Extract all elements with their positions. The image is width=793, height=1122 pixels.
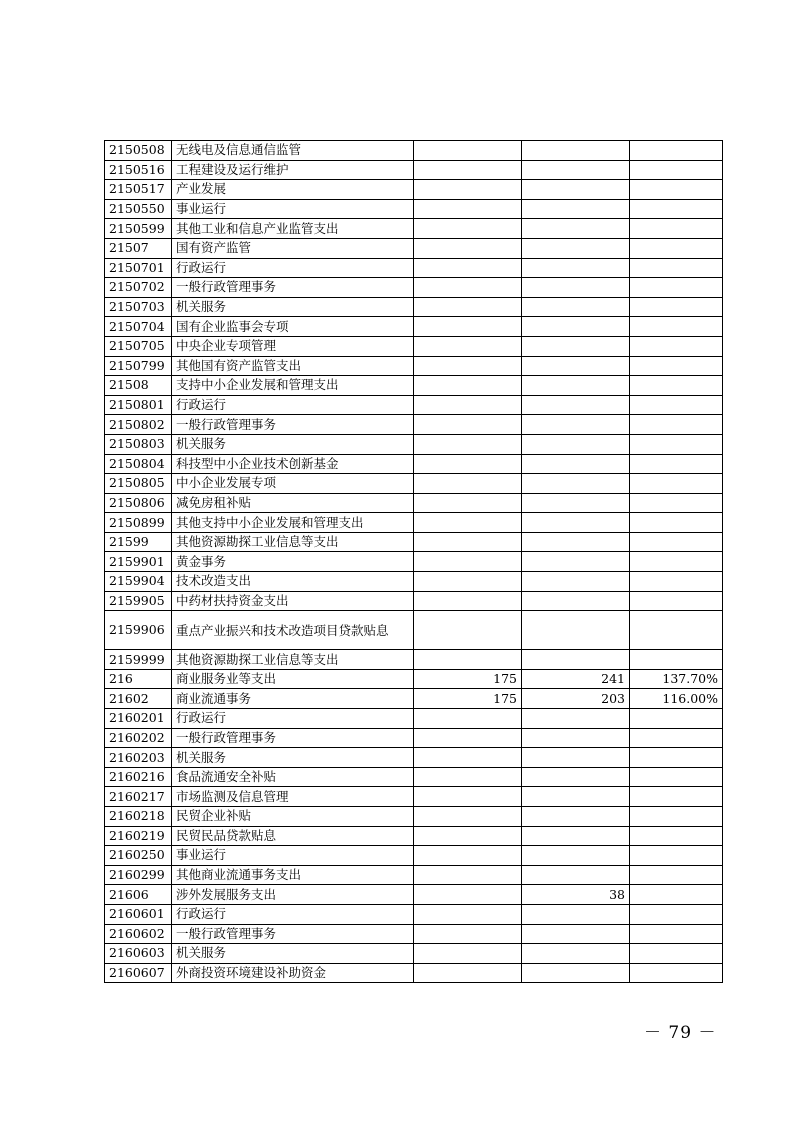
table-row: [105, 356, 723, 376]
row-budget-value: [414, 278, 522, 298]
table-row: [105, 141, 723, 161]
row-code: 2150801: [105, 395, 172, 415]
table-row: [105, 258, 723, 278]
row-ratio-value: [630, 297, 723, 317]
row-name: 其他资源勘探工业信息等支出: [172, 650, 414, 670]
row-name: 其他资源勘探工业信息等支出: [172, 532, 414, 552]
table-row: [105, 180, 723, 200]
row-budget-value: [414, 434, 522, 454]
row-budget-value: [414, 826, 522, 846]
row-ratio-value: [630, 160, 723, 180]
row-actual-value: [522, 924, 630, 944]
row-actual-value: [522, 728, 630, 748]
row-actual-value: [522, 395, 630, 415]
table-row: [105, 199, 723, 219]
row-ratio-value: 137.70%: [630, 669, 723, 689]
row-code: 2150701: [105, 258, 172, 278]
row-actual-value: [522, 415, 630, 435]
row-name: 机关服务: [172, 297, 414, 317]
row-code: 2150516: [105, 160, 172, 180]
row-name: 科技型中小企业技术创新基金: [172, 454, 414, 474]
row-name: 其他工业和信息产业监管支出: [172, 219, 414, 239]
row-budget-value: 175: [414, 689, 522, 709]
row-ratio-value: [630, 807, 723, 827]
row-code: 2160299: [105, 865, 172, 885]
row-actual-value: [522, 180, 630, 200]
row-name: 黄金事务: [172, 552, 414, 572]
row-ratio-value: [630, 552, 723, 572]
row-ratio-value: [630, 513, 723, 533]
row-ratio-value: [630, 748, 723, 768]
table-row: [105, 454, 723, 474]
row-code: 2150705: [105, 336, 172, 356]
row-actual-value: [522, 278, 630, 298]
row-budget-value: [414, 924, 522, 944]
row-budget-value: 175: [414, 669, 522, 689]
row-ratio-value: [630, 199, 723, 219]
row-code: 2160250: [105, 846, 172, 866]
row-code: 2150703: [105, 297, 172, 317]
row-code: 2160218: [105, 807, 172, 827]
table-row: [105, 474, 723, 494]
row-actual-value: [522, 807, 630, 827]
row-code: 2150804: [105, 454, 172, 474]
row-budget-value: [414, 258, 522, 278]
table-row: [105, 572, 723, 592]
row-budget-value: [414, 199, 522, 219]
row-ratio-value: [630, 787, 723, 807]
row-actual-value: [522, 141, 630, 161]
table-body: [105, 141, 723, 983]
row-name: 一般行政管理事务: [172, 278, 414, 298]
row-actual-value: [522, 297, 630, 317]
row-code: 21602: [105, 689, 172, 709]
row-ratio-value: [630, 493, 723, 513]
row-actual-value: [522, 826, 630, 846]
row-name: 一般行政管理事务: [172, 728, 414, 748]
row-name: 事业运行: [172, 846, 414, 866]
row-actual-value: [522, 944, 630, 964]
row-ratio-value: [630, 454, 723, 474]
row-ratio-value: [630, 278, 723, 298]
row-actual-value: 241: [522, 669, 630, 689]
table-row: [105, 689, 723, 709]
row-ratio-value: 116.00%: [630, 689, 723, 709]
row-code: 2160202: [105, 728, 172, 748]
row-ratio-value: [630, 336, 723, 356]
row-budget-value: [414, 904, 522, 924]
row-actual-value: [522, 532, 630, 552]
row-budget-value: [414, 180, 522, 200]
row-code: 2150550: [105, 199, 172, 219]
row-ratio-value: [630, 532, 723, 552]
row-name: 涉外发展服务支出: [172, 885, 414, 905]
row-ratio-value: [630, 356, 723, 376]
row-name: 事业运行: [172, 199, 414, 219]
row-code: 2159901: [105, 552, 172, 572]
row-ratio-value: [630, 904, 723, 924]
row-code: 2150805: [105, 474, 172, 494]
row-budget-value: [414, 963, 522, 983]
row-name: 机关服务: [172, 944, 414, 964]
row-name: 工程建设及运行维护: [172, 160, 414, 180]
row-actual-value: [522, 219, 630, 239]
row-ratio-value: [630, 415, 723, 435]
row-code: 2160607: [105, 963, 172, 983]
row-name: 行政运行: [172, 709, 414, 729]
row-budget-value: [414, 767, 522, 787]
row-name: 重点产业振兴和技术改造项目贷款贴息: [172, 611, 414, 650]
row-budget-value: [414, 238, 522, 258]
row-actual-value: [522, 474, 630, 494]
row-actual-value: [522, 748, 630, 768]
row-actual-value: [522, 199, 630, 219]
row-name: 其他支持中小企业发展和管理支出: [172, 513, 414, 533]
row-name: 减免房租补贴: [172, 493, 414, 513]
row-actual-value: [522, 317, 630, 337]
table-row: [105, 336, 723, 356]
row-actual-value: [522, 709, 630, 729]
table-row: [105, 650, 723, 670]
row-ratio-value: [630, 885, 723, 905]
row-name: 国有资产监管: [172, 238, 414, 258]
row-code: 2160602: [105, 924, 172, 944]
table-row: [105, 219, 723, 239]
row-actual-value: [522, 258, 630, 278]
row-ratio-value: [630, 376, 723, 396]
row-name: 市场监测及信息管理: [172, 787, 414, 807]
table-row: [105, 924, 723, 944]
row-name: 其他国有资产监管支出: [172, 356, 414, 376]
page-number: － 79 －: [644, 1023, 717, 1043]
table-row: [105, 748, 723, 768]
row-actual-value: [522, 454, 630, 474]
row-name: 食品流通安全补贴: [172, 767, 414, 787]
row-ratio-value: [630, 258, 723, 278]
row-actual-value: [522, 336, 630, 356]
table-row: [105, 807, 723, 827]
row-ratio-value: [630, 709, 723, 729]
row-actual-value: [522, 787, 630, 807]
table-row: [105, 767, 723, 787]
row-name: 行政运行: [172, 904, 414, 924]
row-code: 2160203: [105, 748, 172, 768]
table-row: [105, 376, 723, 396]
row-ratio-value: [630, 395, 723, 415]
row-actual-value: [522, 552, 630, 572]
row-code: 2150803: [105, 434, 172, 454]
row-actual-value: 203: [522, 689, 630, 709]
row-code: 2150802: [105, 415, 172, 435]
row-ratio-value: [630, 963, 723, 983]
row-name: 国有企业监事会专项: [172, 317, 414, 337]
row-ratio-value: [630, 180, 723, 200]
row-budget-value: [414, 552, 522, 572]
row-code: 2159905: [105, 591, 172, 611]
row-budget-value: [414, 415, 522, 435]
row-actual-value: [522, 767, 630, 787]
row-budget-value: [414, 787, 522, 807]
row-budget-value: [414, 748, 522, 768]
row-name: 一般行政管理事务: [172, 415, 414, 435]
row-budget-value: [414, 141, 522, 161]
row-ratio-value: [630, 826, 723, 846]
table-row: [105, 963, 723, 983]
table-row: [105, 415, 723, 435]
table-row: [105, 904, 723, 924]
row-budget-value: [414, 336, 522, 356]
row-code: 2160217: [105, 787, 172, 807]
row-code: 2150806: [105, 493, 172, 513]
row-budget-value: [414, 513, 522, 533]
table-row: [105, 395, 723, 415]
row-budget-value: [414, 532, 522, 552]
row-budget-value: [414, 474, 522, 494]
row-budget-value: [414, 572, 522, 592]
table-row: [105, 434, 723, 454]
row-ratio-value: [630, 317, 723, 337]
row-ratio-value: [630, 846, 723, 866]
row-code: 2159999: [105, 650, 172, 670]
row-name: 产业发展: [172, 180, 414, 200]
row-code: 2160219: [105, 826, 172, 846]
row-budget-value: [414, 611, 522, 650]
row-code: 21507: [105, 238, 172, 258]
row-budget-value: [414, 885, 522, 905]
row-actual-value: 38: [522, 885, 630, 905]
row-actual-value: [522, 650, 630, 670]
row-budget-value: [414, 709, 522, 729]
row-name: 一般行政管理事务: [172, 924, 414, 944]
row-budget-value: [414, 395, 522, 415]
row-code: 2160201: [105, 709, 172, 729]
table-row: [105, 885, 723, 905]
row-name: 支持中小企业发展和管理支出: [172, 376, 414, 396]
table-row: [105, 591, 723, 611]
row-code: 2159906: [105, 611, 172, 650]
row-budget-value: [414, 160, 522, 180]
row-name: 民贸民品贷款贴息: [172, 826, 414, 846]
row-ratio-value: [630, 767, 723, 787]
row-code: 2160216: [105, 767, 172, 787]
row-ratio-value: [630, 219, 723, 239]
row-name: 无线电及信息通信监管: [172, 141, 414, 161]
row-actual-value: [522, 963, 630, 983]
row-ratio-value: [630, 650, 723, 670]
row-budget-value: [414, 317, 522, 337]
table-row: [105, 552, 723, 572]
row-ratio-value: [630, 572, 723, 592]
row-name: 中小企业发展专项: [172, 474, 414, 494]
row-code: 2150704: [105, 317, 172, 337]
table-row: [105, 826, 723, 846]
row-budget-value: [414, 493, 522, 513]
row-code: 2160603: [105, 944, 172, 964]
row-code: 2159904: [105, 572, 172, 592]
row-code: 2150799: [105, 356, 172, 376]
row-ratio-value: [630, 591, 723, 611]
table-row: [105, 846, 723, 866]
row-code: 21599: [105, 532, 172, 552]
row-ratio-value: [630, 141, 723, 161]
row-name: 行政运行: [172, 395, 414, 415]
table-row: [105, 160, 723, 180]
row-actual-value: [522, 376, 630, 396]
row-code: 21606: [105, 885, 172, 905]
table-row: [105, 297, 723, 317]
row-actual-value: [522, 904, 630, 924]
table-row: [105, 709, 723, 729]
row-code: 2160601: [105, 904, 172, 924]
row-budget-value: [414, 297, 522, 317]
row-name: 机关服务: [172, 748, 414, 768]
row-actual-value: [522, 513, 630, 533]
row-budget-value: [414, 356, 522, 376]
row-code: 2150517: [105, 180, 172, 200]
row-budget-value: [414, 846, 522, 866]
table-row: [105, 532, 723, 552]
row-name: 民贸企业补贴: [172, 807, 414, 827]
row-budget-value: [414, 650, 522, 670]
row-name: 商业流通事务: [172, 689, 414, 709]
row-actual-value: [522, 160, 630, 180]
row-actual-value: [522, 238, 630, 258]
row-budget-value: [414, 591, 522, 611]
row-name: 中央企业专项管理: [172, 336, 414, 356]
table-row: [105, 787, 723, 807]
row-code: 216: [105, 669, 172, 689]
row-budget-value: [414, 454, 522, 474]
row-budget-value: [414, 944, 522, 964]
row-code: 2150508: [105, 141, 172, 161]
row-name: 技术改造支出: [172, 572, 414, 592]
row-ratio-value: [630, 474, 723, 494]
row-ratio-value: [630, 434, 723, 454]
row-ratio-value: [630, 865, 723, 885]
table-row: [105, 865, 723, 885]
row-ratio-value: [630, 924, 723, 944]
row-name: 外商投资环境建设补助资金: [172, 963, 414, 983]
table-row: [105, 278, 723, 298]
budget-table: [104, 140, 723, 983]
row-budget-value: [414, 865, 522, 885]
row-code: 2150899: [105, 513, 172, 533]
row-name: 其他商业流通事务支出: [172, 865, 414, 885]
row-ratio-value: [630, 611, 723, 650]
table-row: [105, 669, 723, 689]
table-row: [105, 238, 723, 258]
table-row: [105, 611, 723, 650]
row-name: 中药材扶持资金支出: [172, 591, 414, 611]
row-ratio-value: [630, 238, 723, 258]
row-budget-value: [414, 728, 522, 748]
row-actual-value: [522, 846, 630, 866]
row-budget-value: [414, 376, 522, 396]
row-ratio-value: [630, 728, 723, 748]
row-ratio-value: [630, 944, 723, 964]
row-actual-value: [522, 493, 630, 513]
table-row: [105, 513, 723, 533]
row-actual-value: [522, 434, 630, 454]
table-row: [105, 317, 723, 337]
table-row: [105, 944, 723, 964]
row-budget-value: [414, 219, 522, 239]
row-code: 2150702: [105, 278, 172, 298]
row-name: 机关服务: [172, 434, 414, 454]
row-name: 行政运行: [172, 258, 414, 278]
table-row: [105, 728, 723, 748]
row-actual-value: [522, 865, 630, 885]
row-budget-value: [414, 807, 522, 827]
row-actual-value: [522, 611, 630, 650]
table-row: [105, 493, 723, 513]
row-code: 21508: [105, 376, 172, 396]
row-actual-value: [522, 572, 630, 592]
row-actual-value: [522, 591, 630, 611]
row-code: 2150599: [105, 219, 172, 239]
row-name: 商业服务业等支出: [172, 669, 414, 689]
row-actual-value: [522, 356, 630, 376]
